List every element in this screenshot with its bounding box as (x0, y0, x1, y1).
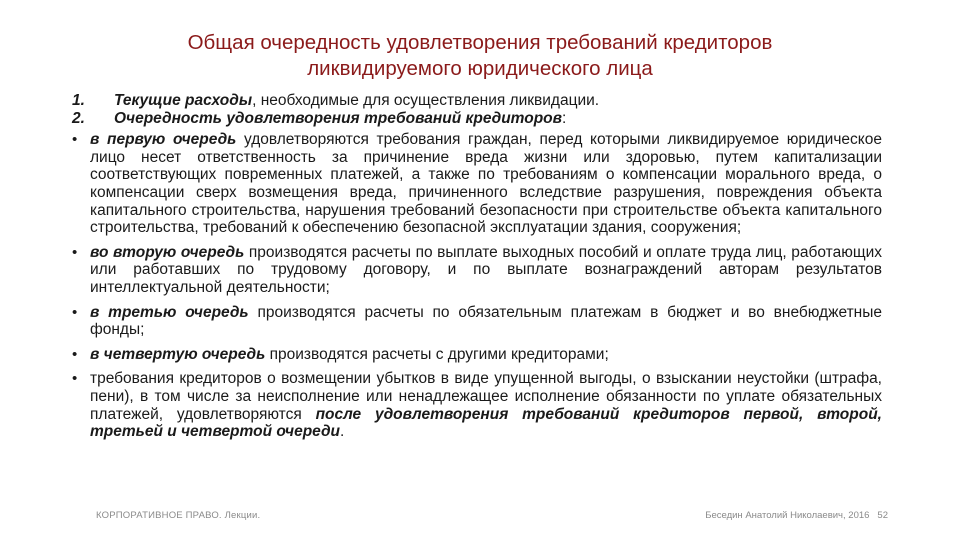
item-text: требования кредиторов о возмещении убытков в виде упущенной выгоды, о взыскании неустойки (штрафа, пени), в том числе за неисполнение или ненадлежащее исполнение обязанности по уплате обязательных платежей, удовлетворяются (90, 370, 882, 423)
item-text: производятся расчеты по выплате выходных пособий и оплате труда лиц, работающих или работавших по трудовому договору, и по выплате вознаграждений авторам результатов интеллектуальной деятельности; (90, 243, 882, 296)
priority-item-fourth (72, 346, 882, 364)
item-emphasis: Очередность удовлетворения требований кредиторов (114, 109, 563, 127)
item-text: производятся расчеты с другими кредиторами; (265, 345, 609, 363)
item-text: производятся расчеты по обязательным платежам в бюджет и во внебюджетные фонды; (90, 303, 882, 339)
priority-list (72, 131, 882, 441)
bullet-icon: • (72, 345, 78, 363)
numbered-item-1 (72, 92, 882, 110)
bullet-icon: • (72, 303, 78, 321)
slide-title-line-1: Общая очередность удовлетворения требований кредиторов (187, 31, 773, 54)
footer-meta (705, 510, 888, 521)
item-text: : (562, 109, 567, 127)
slide-title (80, 30, 880, 82)
bullet-icon: • (72, 131, 78, 149)
bullet-icon: • (72, 243, 78, 261)
numbered-item-2 (72, 110, 882, 128)
item-number: 1. (72, 92, 85, 109)
item-emphasis: во вторую очередь (90, 243, 245, 261)
slide-body (72, 92, 882, 448)
slide-title-line-2: ликвидируемого юридического лица (307, 57, 653, 80)
item-emphasis: в первую очередь (90, 131, 237, 149)
item-text: удовлетворяются требования граждан, перед которыми ликвидируемое юридическое лицо несет ответственность за причинение вреда жизни или здоровью, путем капитализации соответствующих повременных платежей, а также по требованиям о компенсации морального вреда, о компенсации сверх возмещения вреда, причиненного вследствие разрушения, повреждения объекта капитального строительства, нарушения требований безопасности при строительстве объекта капитального строительства, требований к обеспечению безопасной эксплуатации здания, сооружения; (90, 131, 882, 237)
priority-item-first (72, 131, 882, 237)
bullet-icon: • (72, 370, 78, 388)
item-text: , необходимые для осуществления ликвидации. (252, 92, 600, 109)
footer-course: КОРПОРАТИВНОЕ ПРАВО. Лекции. (96, 510, 261, 521)
item-emphasis: в четвертую очередь (90, 345, 266, 363)
priority-item-second (72, 244, 882, 297)
item-number: 2. (72, 109, 85, 127)
priority-item-last (72, 370, 882, 440)
item-emphasis: Текущие расходы (114, 92, 253, 109)
item-emphasis: в третью очередь (90, 303, 249, 321)
priority-item-third (72, 304, 882, 339)
page-number: 52 (877, 510, 888, 521)
item-emphasis: после удовлетворения требований кредиторов первой, второй, третьей и четвертой очереди (90, 405, 882, 441)
item-text-tail: . (340, 423, 345, 441)
footer-author: Беседин Анатолий Николаевич, 2016 (705, 510, 870, 521)
